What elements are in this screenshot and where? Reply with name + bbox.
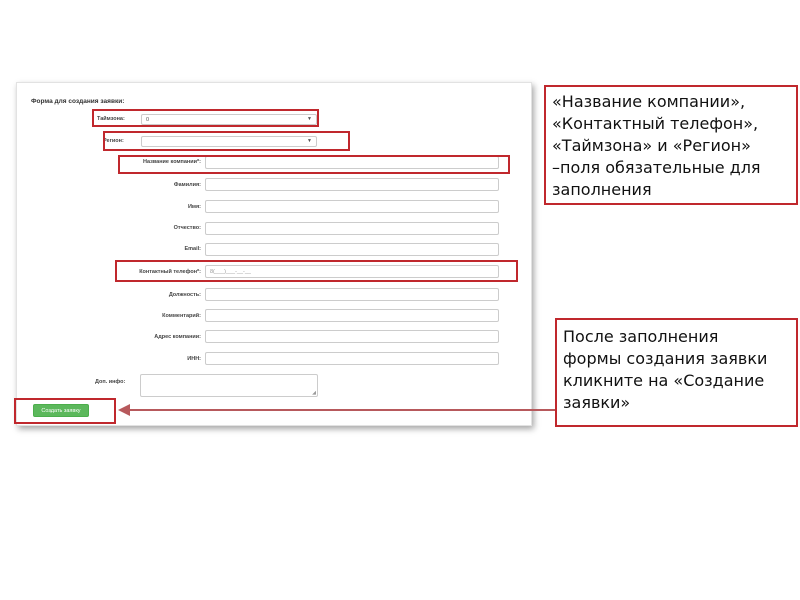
extra-info-label: Доп. инфо: — [95, 379, 126, 385]
last-name-label: Фамилия: — [173, 182, 201, 188]
required-fields-text: «Название компании», «Контактный телефон», «Таймзона» и «Регион» –поля обязательные для заполнения — [552, 92, 761, 199]
region-label: Регион: — [103, 138, 124, 144]
phone-label: Контактный телефон*: — [139, 269, 201, 275]
chevron-down-icon: ▼ — [307, 138, 312, 144]
patronymic-label: Отчество: — [173, 225, 201, 231]
company-name-label: Название компании*: — [143, 159, 201, 165]
position-label: Должность: — [168, 292, 201, 298]
create-request-button[interactable]: Создать заявку — [33, 404, 89, 417]
submit-instructions-text: После заполнения формы создания заявки кликните на «Создание заявки» — [563, 327, 768, 412]
company-address-label: Адрес компании: — [154, 334, 201, 340]
resize-handle-icon: ◢ — [312, 390, 316, 396]
chevron-down-icon: ▼ — [307, 116, 312, 122]
first-name-label: Имя: — [187, 204, 201, 210]
comment-label: Комментарий: — [162, 313, 201, 319]
form-title: Форма для создания заявки: — [31, 98, 125, 105]
email-label: Email: — [184, 246, 201, 252]
timezone-label: Таймзона: — [97, 116, 125, 122]
phone-input[interactable]: 8(___)___-__-__ — [205, 265, 499, 278]
inn-label: ИНН: — [187, 356, 201, 362]
timezone-value: 0 — [146, 117, 150, 123]
